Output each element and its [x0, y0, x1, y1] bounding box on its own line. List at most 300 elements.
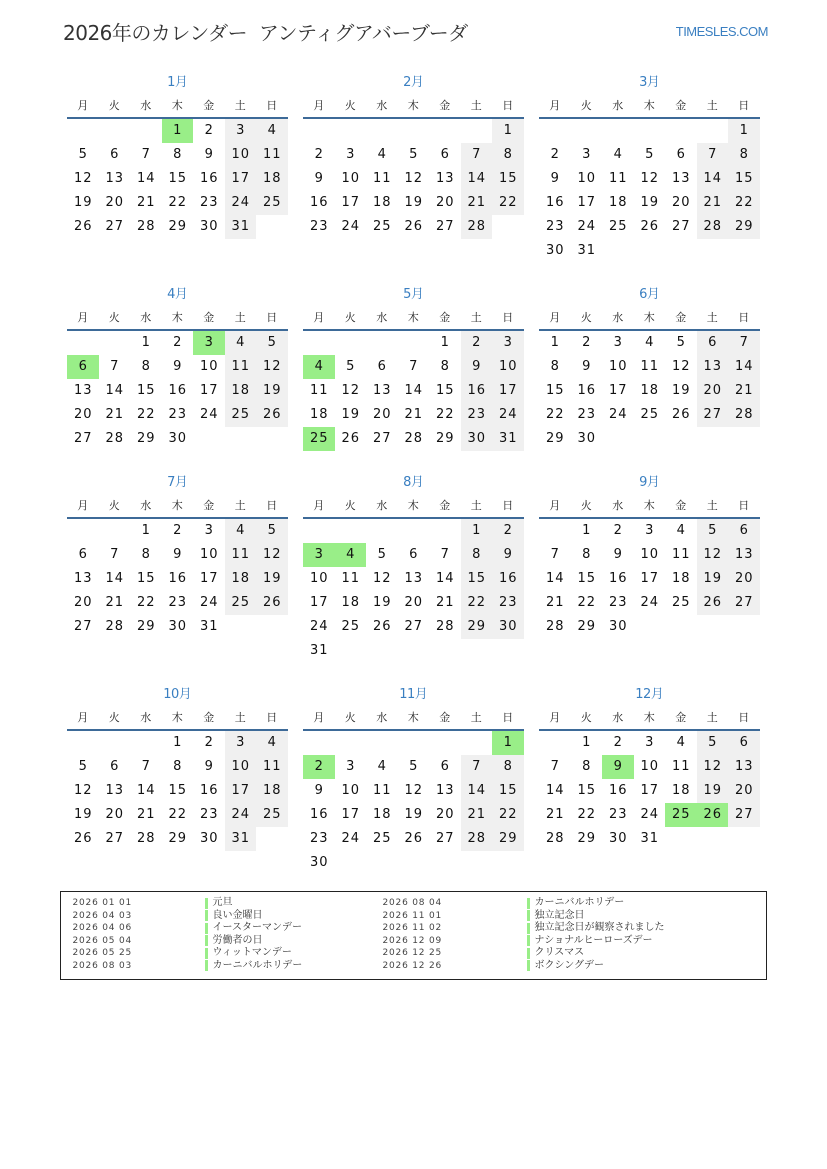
day-cell: 21: [435, 595, 455, 610]
weekend-day-cell: 3: [225, 119, 257, 143]
empty-day-cell: [461, 851, 493, 875]
holiday-color-marker: [527, 960, 530, 971]
day-cell: 11: [640, 359, 660, 374]
day-cell: 1: [141, 523, 151, 538]
month-september: [539, 471, 760, 639]
empty-day-cell: [256, 615, 288, 639]
weekend-day-cell: 15: [461, 567, 493, 591]
weekday-label-fri: 金: [675, 99, 687, 112]
empty-day-cell: [665, 827, 697, 851]
day-cell: 23: [577, 407, 597, 422]
day-cell: 29: [577, 831, 597, 846]
weekend-day-cell: 16: [461, 379, 493, 403]
empty-day-cell: [366, 119, 398, 143]
weekday-label-wed: 水: [612, 99, 624, 112]
weekday-label-sat: 土: [470, 99, 482, 112]
day-cell: 17: [199, 383, 219, 398]
month-title: 9月: [639, 475, 660, 490]
weekend-day-cell: 16: [492, 567, 524, 591]
weekend-day-cell: 8: [492, 143, 524, 167]
day-cell: 13: [435, 783, 455, 798]
day-cell: 29: [168, 831, 188, 846]
day-cell: 10: [608, 359, 628, 374]
weekday-label-sun: 日: [502, 711, 514, 724]
weekday-label-sun: 日: [738, 311, 750, 324]
day-cell: 11: [671, 547, 691, 562]
day-cell: 7: [550, 759, 560, 774]
weekday-label-sun: 日: [266, 499, 278, 512]
day-cell: 19: [404, 195, 424, 210]
weekend-day-cell: 24: [492, 403, 524, 427]
weekend-day-cell: 18: [225, 567, 257, 591]
day-cell: 26: [404, 831, 424, 846]
weekday-label-fri: 金: [203, 99, 215, 112]
empty-day-cell: [634, 119, 666, 143]
day-cell: 16: [199, 171, 219, 186]
holiday-day-cell: 25: [665, 803, 697, 827]
day-cell: 10: [341, 171, 361, 186]
empty-day-cell: [225, 615, 257, 639]
day-cell: 23: [199, 195, 219, 210]
holiday-entry: [73, 922, 303, 935]
empty-day-cell: [398, 639, 430, 663]
weekday-label-sat: 土: [234, 99, 246, 112]
weekday-label-fri: 金: [203, 711, 215, 724]
weekend-day-cell: 18: [225, 379, 257, 403]
holiday-color-marker: [527, 910, 530, 921]
day-cell: 30: [577, 431, 597, 446]
day-cell: 3: [346, 147, 356, 162]
weekend-day-cell: 28: [461, 827, 493, 851]
empty-day-cell: [602, 427, 634, 451]
empty-day-cell: [634, 615, 666, 639]
holiday-date: 2026 11 01: [382, 910, 443, 921]
weekday-label-sun: 日: [502, 311, 514, 324]
weekend-day-cell: 9: [461, 355, 493, 379]
day-cell: 17: [640, 783, 660, 798]
month-april: [67, 283, 288, 451]
weekend-day-cell: 30: [492, 615, 524, 639]
empty-day-cell: [634, 427, 666, 451]
weekend-day-cell: 11: [225, 355, 257, 379]
empty-day-cell: [335, 731, 367, 755]
holiday-name: 労働者の日: [212, 934, 263, 946]
day-cell: 20: [435, 195, 455, 210]
day-cell: 18: [309, 407, 329, 422]
weekend-day-cell: 4: [256, 119, 288, 143]
day-cell: 19: [73, 195, 93, 210]
weekday-header-row: [303, 307, 524, 331]
day-cell: 2: [582, 335, 592, 350]
day-cell: 26: [404, 219, 424, 234]
empty-day-cell: [366, 851, 398, 875]
month-title: 12月: [635, 687, 664, 702]
holiday-name: ウィットマンデー: [212, 947, 292, 958]
weekend-day-cell: 1: [461, 519, 493, 543]
weekday-label-fri: 金: [675, 711, 687, 724]
month-november: [303, 683, 524, 875]
weekend-day-cell: 19: [256, 379, 288, 403]
empty-day-cell: [728, 427, 760, 451]
day-cell: 19: [341, 407, 361, 422]
weekend-day-cell: 17: [225, 779, 257, 803]
weekday-label-sun: 日: [738, 711, 750, 724]
weekday-label-thu: 木: [171, 99, 183, 112]
weekday-header-row: [539, 707, 760, 731]
weekend-day-cell: 27: [728, 803, 760, 827]
day-cell: 15: [136, 571, 156, 586]
day-cell: 13: [372, 383, 392, 398]
holiday-day-cell: 9: [602, 755, 634, 779]
day-cell: 16: [168, 571, 188, 586]
day-cell: 7: [110, 547, 120, 562]
weekday-label-thu: 木: [643, 311, 655, 324]
day-cell: 23: [545, 219, 565, 234]
day-cell: 23: [168, 595, 188, 610]
weekend-day-cell: 14: [728, 355, 760, 379]
holiday-date: 2026 12 26: [382, 960, 443, 971]
weekday-label-fri: 金: [439, 99, 451, 112]
holiday-day-cell: 2: [303, 755, 335, 779]
day-cell: 7: [550, 547, 560, 562]
day-cell: 23: [168, 407, 188, 422]
day-grid: [539, 519, 760, 639]
weekday-label-tue: 火: [344, 311, 356, 324]
weekend-day-cell: 6: [728, 519, 760, 543]
weekend-day-cell: 21: [728, 379, 760, 403]
day-cell: 6: [440, 147, 450, 162]
weekend-day-cell: 18: [256, 167, 288, 191]
empty-day-cell: [539, 731, 571, 755]
holiday-color-marker: [205, 898, 208, 909]
weekday-label-wed: 水: [376, 499, 388, 512]
weekend-day-cell: 15: [728, 167, 760, 191]
day-cell: 20: [73, 595, 93, 610]
day-cell: 20: [105, 807, 125, 822]
weekend-day-cell: 15: [492, 167, 524, 191]
weekday-label-mon: 月: [77, 499, 89, 512]
day-cell: 7: [141, 759, 151, 774]
weekend-day-cell: 22: [492, 191, 524, 215]
weekday-label-sat: 土: [706, 711, 718, 724]
day-cell: 25: [671, 595, 691, 610]
day-cell: 22: [577, 595, 597, 610]
day-cell: 9: [173, 359, 183, 374]
month-june: [539, 283, 760, 451]
weekday-label-sat: 土: [470, 711, 482, 724]
weekday-label-sat: 土: [706, 311, 718, 324]
day-cell: 17: [341, 807, 361, 822]
day-cell: 28: [105, 431, 125, 446]
weekday-label-fri: 金: [203, 311, 215, 324]
day-cell: 20: [73, 407, 93, 422]
empty-day-cell: [665, 119, 697, 143]
empty-day-cell: [429, 519, 461, 543]
day-cell: 26: [73, 831, 93, 846]
weekend-day-cell: 14: [697, 167, 729, 191]
weekday-label-wed: 水: [612, 311, 624, 324]
weekend-day-cell: 19: [256, 567, 288, 591]
day-cell: 12: [73, 171, 93, 186]
weekday-label-fri: 金: [203, 499, 215, 512]
weekend-day-cell: 7: [728, 331, 760, 355]
day-cell: 25: [640, 407, 660, 422]
day-cell: 7: [409, 359, 419, 374]
holiday-name: 元旦: [212, 897, 233, 908]
day-cell: 4: [645, 335, 655, 350]
day-grid: [67, 731, 288, 851]
day-cell: 3: [582, 147, 592, 162]
day-cell: 17: [640, 571, 660, 586]
weekday-label-tue: 火: [108, 311, 120, 324]
weekend-day-cell: 8: [492, 755, 524, 779]
day-cell: 21: [136, 195, 156, 210]
holiday-name: ナショナルヒーローズデー: [534, 934, 653, 946]
day-cell: 16: [168, 383, 188, 398]
empty-day-cell: [130, 731, 162, 755]
weekend-day-cell: 8: [728, 143, 760, 167]
weekday-label-thu: 木: [171, 311, 183, 324]
holiday-legend: [60, 891, 767, 980]
holiday-date: 2026 04 06: [72, 923, 133, 933]
weekday-label-fri: 金: [675, 311, 687, 324]
day-cell: 24: [640, 595, 660, 610]
weekday-label-sun: 日: [502, 99, 514, 112]
weekday-label-mon: 月: [549, 311, 561, 324]
weekend-day-cell: 4: [225, 519, 257, 543]
empty-day-cell: [461, 731, 493, 755]
day-cell: 24: [199, 407, 219, 422]
empty-day-cell: [602, 239, 634, 263]
weekend-day-cell: 21: [697, 191, 729, 215]
day-cell: 9: [582, 359, 592, 374]
day-cell: 7: [110, 359, 120, 374]
day-cell: 14: [404, 383, 424, 398]
month-title: 1月: [167, 75, 188, 90]
day-cell: 25: [341, 619, 361, 634]
holiday-entry: [73, 897, 233, 910]
day-cell: 17: [577, 195, 597, 210]
weekend-day-cell: 4: [225, 331, 257, 355]
month-title: 4月: [167, 287, 188, 302]
day-cell: 17: [309, 595, 329, 610]
weekend-day-cell: 25: [225, 403, 257, 427]
empty-day-cell: [398, 519, 430, 543]
day-cell: 27: [435, 219, 455, 234]
day-cell: 19: [640, 195, 660, 210]
day-cell: 14: [105, 383, 125, 398]
weekend-day-cell: 4: [256, 731, 288, 755]
holiday-entry: [73, 947, 292, 960]
day-cell: 30: [168, 619, 188, 634]
day-cell: 22: [577, 807, 597, 822]
weekend-day-cell: 2: [492, 519, 524, 543]
weekend-day-cell: 11: [256, 755, 288, 779]
empty-day-cell: [67, 331, 99, 355]
day-cell: 13: [404, 571, 424, 586]
holiday-color-marker: [527, 898, 530, 909]
day-cell: 6: [676, 147, 686, 162]
day-cell: 12: [404, 783, 424, 798]
weekday-label-mon: 月: [77, 99, 89, 112]
day-cell: 2: [613, 735, 623, 750]
weekend-day-cell: 20: [728, 779, 760, 803]
weekday-label-mon: 月: [549, 99, 561, 112]
empty-day-cell: [366, 731, 398, 755]
holiday-color-marker: [527, 935, 530, 946]
day-cell: 22: [168, 195, 188, 210]
day-cell: 1: [141, 335, 151, 350]
weekend-day-cell: 19: [697, 567, 729, 591]
day-cell: 28: [404, 431, 424, 446]
day-cell: 24: [577, 219, 597, 234]
day-cell: 26: [671, 407, 691, 422]
day-grid: [539, 331, 760, 451]
day-cell: 11: [309, 383, 329, 398]
day-cell: 9: [550, 171, 560, 186]
holiday-name: イースターマンデー: [212, 922, 302, 933]
empty-day-cell: [99, 519, 131, 543]
weekday-header-row: [67, 495, 288, 519]
weekend-day-cell: 14: [461, 167, 493, 191]
day-cell: 30: [199, 219, 219, 234]
weekday-label-tue: 火: [344, 499, 356, 512]
weekend-day-cell: 15: [492, 779, 524, 803]
weekend-day-cell: 14: [461, 779, 493, 803]
day-cell: 20: [372, 407, 392, 422]
weekday-label-sat: 土: [234, 499, 246, 512]
month-title: 11月: [399, 687, 428, 702]
day-cell: 14: [136, 783, 156, 798]
holiday-color-marker: [527, 923, 530, 934]
weekday-label-tue: 火: [344, 711, 356, 724]
day-cell: 21: [136, 807, 156, 822]
day-cell: 11: [608, 171, 628, 186]
holiday-date: 2026 05 25: [72, 948, 133, 958]
weekday-label-sun: 日: [502, 499, 514, 512]
day-cell: 29: [545, 431, 565, 446]
weekend-day-cell: 26: [697, 591, 729, 615]
weekend-day-cell: 2: [461, 331, 493, 355]
empty-day-cell: [99, 331, 131, 355]
empty-day-cell: [335, 519, 367, 543]
empty-day-cell: [461, 119, 493, 143]
weekend-day-cell: 25: [256, 191, 288, 215]
holiday-color-marker: [205, 960, 208, 971]
day-cell: 10: [640, 759, 660, 774]
day-cell: 15: [545, 383, 565, 398]
weekday-label-tue: 火: [580, 499, 592, 512]
day-cell: 1: [582, 523, 592, 538]
day-grid: [539, 731, 760, 851]
day-cell: 26: [73, 219, 93, 234]
day-cell: 22: [136, 407, 156, 422]
day-cell: 5: [346, 359, 356, 374]
empty-day-cell: [398, 331, 430, 355]
day-cell: 17: [199, 571, 219, 586]
day-cell: 22: [136, 595, 156, 610]
weekday-label-thu: 木: [643, 711, 655, 724]
day-cell: 25: [372, 219, 392, 234]
day-cell: 29: [435, 431, 455, 446]
day-cell: 2: [613, 523, 623, 538]
day-cell: 24: [640, 807, 660, 822]
day-cell: 9: [204, 147, 214, 162]
weekend-day-cell: 17: [225, 167, 257, 191]
day-cell: 19: [404, 807, 424, 822]
day-cell: 13: [671, 171, 691, 186]
empty-day-cell: [335, 639, 367, 663]
day-cell: 3: [645, 523, 655, 538]
weekday-label-sat: 土: [470, 499, 482, 512]
weekend-day-cell: 17: [492, 379, 524, 403]
holiday-name: 独立記念日が観察されました: [534, 922, 665, 933]
day-cell: 14: [136, 171, 156, 186]
day-cell: 18: [608, 195, 628, 210]
day-cell: 27: [73, 619, 93, 634]
month-july: [67, 471, 288, 639]
day-cell: 14: [545, 783, 565, 798]
day-cell: 31: [577, 243, 597, 258]
empty-day-cell: [539, 119, 571, 143]
weekday-label-sat: 土: [234, 311, 246, 324]
day-cell: 11: [372, 171, 392, 186]
day-cell: 23: [608, 595, 628, 610]
month-title: 8月: [403, 475, 424, 490]
day-cell: 2: [204, 735, 214, 750]
day-cell: 18: [372, 195, 392, 210]
day-cell: 15: [136, 383, 156, 398]
holiday-color-marker: [205, 923, 208, 934]
weekend-day-cell: 26: [256, 591, 288, 615]
day-cell: 8: [141, 547, 151, 562]
weekday-label-tue: 火: [108, 99, 120, 112]
weekday-label-wed: 水: [376, 311, 388, 324]
weekday-label-mon: 月: [549, 711, 561, 724]
day-cell: 29: [136, 619, 156, 634]
weekend-day-cell: 21: [461, 191, 493, 215]
weekday-label-wed: 水: [612, 711, 624, 724]
empty-day-cell: [492, 639, 524, 663]
weekend-day-cell: 28: [697, 215, 729, 239]
day-cell: 4: [676, 735, 686, 750]
weekend-day-cell: 22: [492, 803, 524, 827]
empty-day-cell: [303, 119, 335, 143]
weekday-label-thu: 木: [407, 499, 419, 512]
weekday-label-fri: 金: [439, 711, 451, 724]
weekday-label-thu: 木: [643, 499, 655, 512]
day-cell: 30: [199, 831, 219, 846]
day-cell: 15: [168, 783, 188, 798]
weekend-day-cell: 11: [225, 543, 257, 567]
empty-day-cell: [429, 851, 461, 875]
holiday-entry: [383, 922, 665, 935]
weekend-day-cell: 29: [461, 615, 493, 639]
day-cell: 22: [168, 807, 188, 822]
day-cell: 30: [168, 431, 188, 446]
weekday-label-mon: 月: [313, 99, 325, 112]
empty-day-cell: [256, 827, 288, 851]
weekend-day-cell: 31: [225, 827, 257, 851]
day-cell: 3: [645, 735, 655, 750]
day-cell: 20: [105, 195, 125, 210]
day-cell: 6: [377, 359, 387, 374]
weekend-day-cell: 24: [225, 191, 257, 215]
empty-day-cell: [634, 239, 666, 263]
day-cell: 3: [613, 335, 623, 350]
day-cell: 13: [73, 571, 93, 586]
day-cell: 29: [577, 619, 597, 634]
